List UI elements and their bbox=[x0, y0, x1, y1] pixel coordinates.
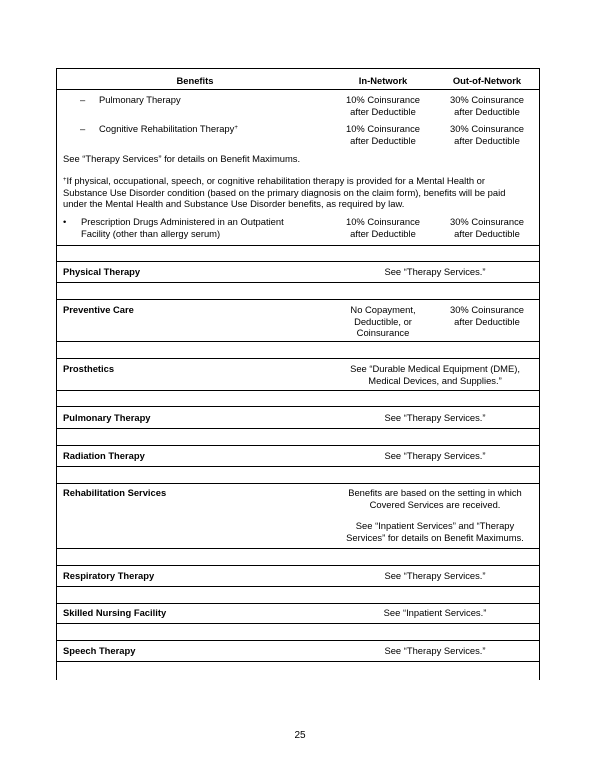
header-in-network: In-Network bbox=[358, 75, 408, 86]
header-benefits: Benefits bbox=[176, 75, 214, 86]
sub-item-label: Pulmonary Therapy bbox=[99, 94, 181, 105]
row-skilled-nursing-label: Skilled Nursing Facility bbox=[63, 607, 167, 618]
row-skilled-nursing-value: See “Inpatient Services.” bbox=[383, 607, 487, 618]
divider bbox=[57, 299, 539, 300]
dash-marker: – bbox=[80, 123, 86, 134]
sub-item-in-network: 10% Coinsurance after Deductible bbox=[345, 94, 420, 117]
row-preventive-care-in-network: No Copayment, Deductible, or Coinsurance bbox=[350, 304, 416, 338]
divider bbox=[57, 565, 539, 566]
row-preventive-care-label: Preventive Care bbox=[63, 304, 134, 315]
mental-health-footnote: +If physical, occupational, speech, or cognitive rehabilitation therapy is provided for a Mental Health or Substance Use Disorder condition (based on the primary diagnosis on the claim form), benefits will be paid under the Mental Health and Substance Use Disorder benefits, as required by law. bbox=[63, 175, 506, 209]
row-speech-therapy-label: Speech Therapy bbox=[63, 645, 136, 656]
row-speech-therapy-value: See “Therapy Services.” bbox=[384, 645, 486, 656]
dash-marker: – bbox=[80, 94, 86, 105]
row-preventive-care-out-of-network: 30% Coinsurance after Deductible bbox=[449, 304, 524, 327]
sub-item-label: Cognitive Rehabilitation Therapy+ bbox=[99, 123, 238, 134]
bullet-marker: • bbox=[63, 216, 67, 227]
row-respiratory-therapy-value: See “Therapy Services.” bbox=[384, 570, 486, 581]
row-respiratory-therapy-label: Respiratory Therapy bbox=[63, 570, 155, 581]
page-number: 25 bbox=[294, 730, 306, 741]
divider bbox=[57, 586, 539, 587]
row-radiation-therapy-value: See “Therapy Services.” bbox=[384, 450, 486, 461]
prescription-in-network: 10% Coinsurance after Deductible bbox=[345, 216, 420, 239]
divider bbox=[57, 358, 539, 359]
therapy-services-note: See “Therapy Services” for details on Benefit Maximums. bbox=[63, 153, 301, 164]
divider bbox=[57, 483, 539, 484]
divider bbox=[57, 282, 539, 283]
row-rehabilitation-label: Rehabilitation Services bbox=[63, 487, 167, 498]
sub-item-out-of-network: 30% Coinsurance after Deductible bbox=[449, 123, 524, 146]
row-prosthetics-value: See “Durable Medical Equipment (DME), Medical Devices, and Supplies.” bbox=[350, 363, 520, 386]
row-physical-therapy-value: See “Therapy Services.” bbox=[384, 266, 486, 277]
header-out-of-network: Out-of-Network bbox=[452, 75, 522, 86]
row-physical-therapy-label: Physical Therapy bbox=[63, 266, 141, 277]
divider bbox=[57, 640, 539, 641]
divider bbox=[57, 466, 539, 467]
row-radiation-therapy-label: Radiation Therapy bbox=[63, 450, 145, 461]
sub-item-out-of-network: 30% Coinsurance after Deductible bbox=[449, 94, 524, 117]
divider bbox=[57, 445, 539, 446]
divider bbox=[57, 341, 539, 342]
divider bbox=[57, 623, 539, 624]
divider bbox=[57, 406, 539, 407]
row-pulmonary-therapy-value: See “Therapy Services.” bbox=[384, 412, 486, 423]
divider bbox=[57, 390, 539, 391]
row-rehabilitation-value: Benefits are based on the setting in which Covered Services are received. See “Inpatient Services” and “Therapy Services” for details on Benefit Maximums. bbox=[346, 487, 524, 543]
sub-item-in-network: 10% Coinsurance after Deductible bbox=[345, 123, 420, 146]
divider bbox=[57, 548, 539, 549]
header-divider bbox=[57, 89, 539, 90]
row-pulmonary-therapy-label: Pulmonary Therapy bbox=[63, 412, 151, 423]
divider bbox=[57, 428, 539, 429]
row-prosthetics-label: Prosthetics bbox=[63, 363, 115, 374]
divider bbox=[57, 603, 539, 604]
divider bbox=[57, 661, 539, 662]
prescription-label: Prescription Drugs Administered in an Outpatient Facility (other than allergy serum) bbox=[81, 216, 284, 239]
benefits-table bbox=[56, 68, 540, 680]
divider bbox=[57, 245, 539, 246]
divider bbox=[57, 261, 539, 262]
prescription-out-of-network: 30% Coinsurance after Deductible bbox=[449, 216, 524, 239]
